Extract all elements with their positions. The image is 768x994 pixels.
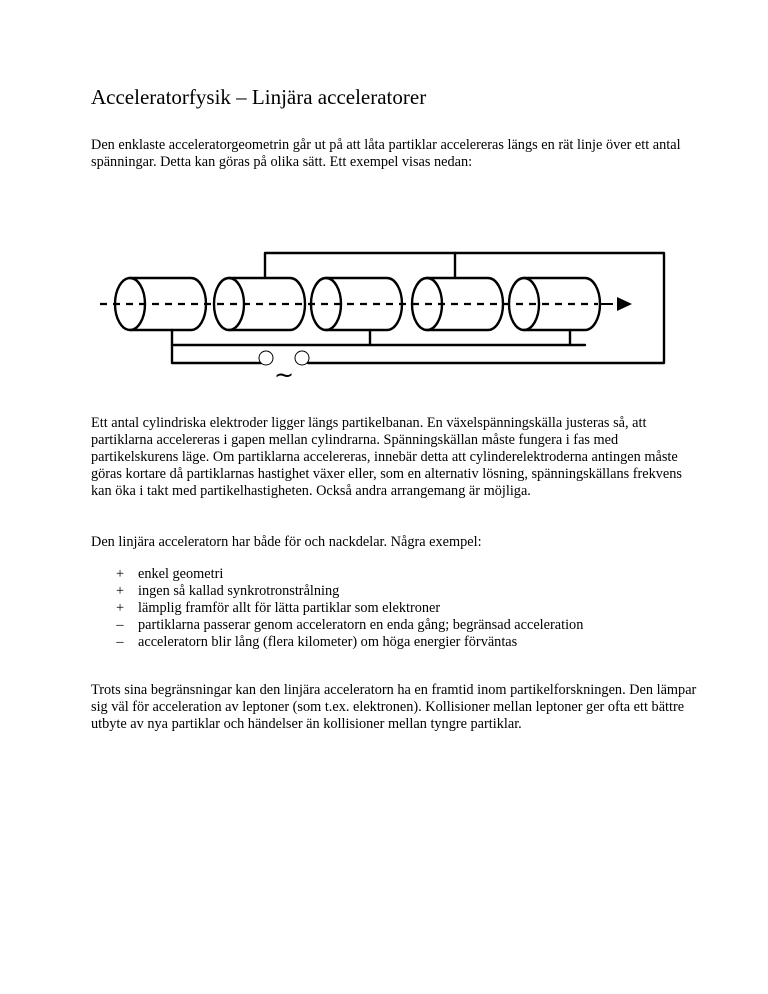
plus-sign: + xyxy=(115,600,125,616)
lower-wire-source xyxy=(172,345,261,363)
conclusion-paragraph: Trots sina begränsningar kan den linjära acceleratorn ha en framtid inom partikelforskningen. Den lämpar sig väl för acceleration av leptoner (som t.ex. elektronen). Kollisioner mellan leptoner ger ofta ett bättre utbyte av nya partiklar och händelser än kollisioner mellan tyngre partiklar. xyxy=(91,682,697,732)
ac-source-symbol: ~ xyxy=(273,361,295,389)
linear-accelerator-diagram xyxy=(100,245,675,390)
list-item-text: partiklarna passerar genom acceleratorn en enda gång; begränsad acceleration xyxy=(138,617,584,633)
list-intro: Den linjära acceleratorn har både för och nackdelar. Några exempel: xyxy=(91,534,482,550)
intro-paragraph: Den enklaste acceleratorgeometrin går ut på att låta partiklar accelereras längs en rät linje över ett antal spänningar. Detta kan göras på olika sätt. Ett exempel visas nedan: xyxy=(91,137,681,170)
description-paragraph: Ett antal cylindriska elektroder ligger längs partikelbanan. En växelspänningskälla justeras så, att partiklarna accelereras i gapen mellan cylindrarna. Spänningskällan måste fungera i fas med partikelskurens läge. Om partiklarna accelereras, innebär detta att cylinderelektroderna antingen måste göras kortare då partiklarnas hastighet växer eller, som en alternativ lösning, spänningskällans frekvens kan öka i takt med partikelhastigheten. Också andra arrangemang är möjliga. xyxy=(91,415,682,499)
list-item-text: enkel geometri xyxy=(138,566,224,582)
minus-sign: – xyxy=(116,634,124,650)
lower-wire xyxy=(172,330,585,345)
beam-arrow-icon xyxy=(617,297,632,311)
list-item-text: lämplig framför allt för lätta partiklar som elektroner xyxy=(138,600,441,616)
page-title: Acceleratorfysik – Linjära acceleratorer xyxy=(91,85,427,109)
upper-wire xyxy=(265,253,664,363)
plus-sign: + xyxy=(115,583,125,599)
minus-sign: – xyxy=(116,617,124,633)
plus-sign: + xyxy=(115,566,125,582)
list-item-text: ingen så kallad synkrotronstrålning xyxy=(138,583,340,599)
list-item-text: acceleratorn blir lång (flera kilometer) om höga energier förväntas xyxy=(138,634,518,650)
